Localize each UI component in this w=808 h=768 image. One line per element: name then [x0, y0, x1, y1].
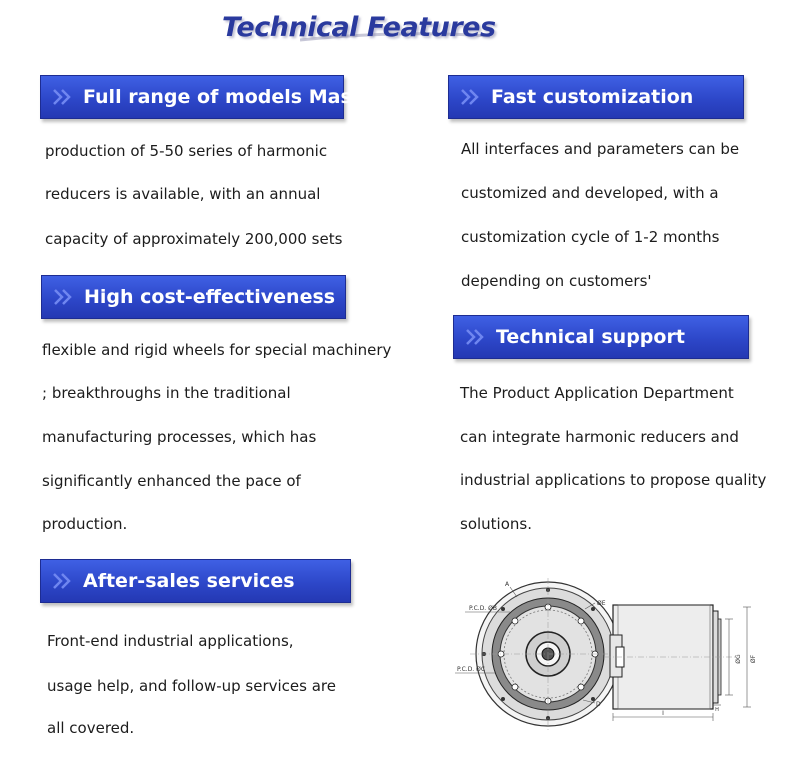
banner-fast-customization	[448, 75, 744, 119]
text-line: customized and developed, with a	[461, 184, 719, 202]
label-d: D	[596, 701, 601, 708]
text-line: significantly enhanced the pace of	[42, 472, 301, 490]
label-f: ØF	[750, 654, 757, 664]
text-line: depending on customers'	[461, 272, 652, 290]
front-view	[455, 578, 627, 730]
text-line: The Product Application Department	[460, 384, 734, 402]
label-h: H	[715, 707, 719, 713]
label-g: ØG	[735, 654, 742, 664]
text-line: All interfaces and parameters can be	[461, 140, 740, 158]
banner-after-sales-label: After-sales services	[83, 570, 295, 592]
text-line: production.	[42, 515, 128, 533]
text-line: ; breakthroughs in the traditional	[42, 384, 291, 402]
banner-cost-effectiveness-label: High cost-effectiveness	[84, 286, 336, 308]
text-line: flexible and rigid wheels for special machinery	[42, 341, 392, 359]
label-e: ØE	[597, 600, 606, 607]
chevron-right-icon	[459, 87, 485, 107]
page-title: Technical Features	[222, 12, 496, 43]
text-line: customization cycle of 1-2 months	[461, 228, 720, 246]
banner-cost-effectiveness	[41, 275, 346, 319]
text-line: production of 5-50 series of harmonic	[45, 142, 328, 160]
text-line: all covered.	[47, 719, 135, 737]
text-line: usage help, and follow-up services are	[47, 677, 336, 695]
text-line: solutions.	[460, 515, 532, 533]
label-pcd-b: P.C.D. ØB	[469, 605, 497, 612]
label-pcd-c: P.C.D. ØC	[457, 666, 486, 673]
banner-fast-customization-label: Fast customization	[491, 86, 694, 108]
label-i: I	[662, 710, 664, 717]
chevron-right-icon	[51, 571, 77, 591]
banner-full-range	[40, 75, 364, 119]
text-line: capacity of approximately 200,000 sets	[45, 230, 343, 248]
chevron-right-icon	[52, 287, 78, 307]
text-line: Front-end industrial applications,	[47, 632, 294, 650]
harmonic-reducer-drawing	[455, 575, 790, 740]
banner-technical-support-label: Technical support	[496, 326, 685, 348]
banner-technical-support	[453, 315, 749, 359]
chevron-right-icon	[464, 327, 490, 347]
text-line: reducers is available, with an annual	[45, 185, 321, 203]
banner-full-range-label: Full range of models Mass	[83, 86, 364, 108]
text-line: industrial applications to propose quality	[460, 471, 767, 489]
side-view	[605, 605, 757, 721]
text-line: manufacturing processes, which has	[42, 428, 317, 446]
text-line: can integrate harmonic reducers and	[460, 428, 739, 446]
chevron-right-icon	[51, 87, 77, 107]
banner-after-sales	[40, 559, 351, 603]
label-a: A	[505, 581, 510, 588]
